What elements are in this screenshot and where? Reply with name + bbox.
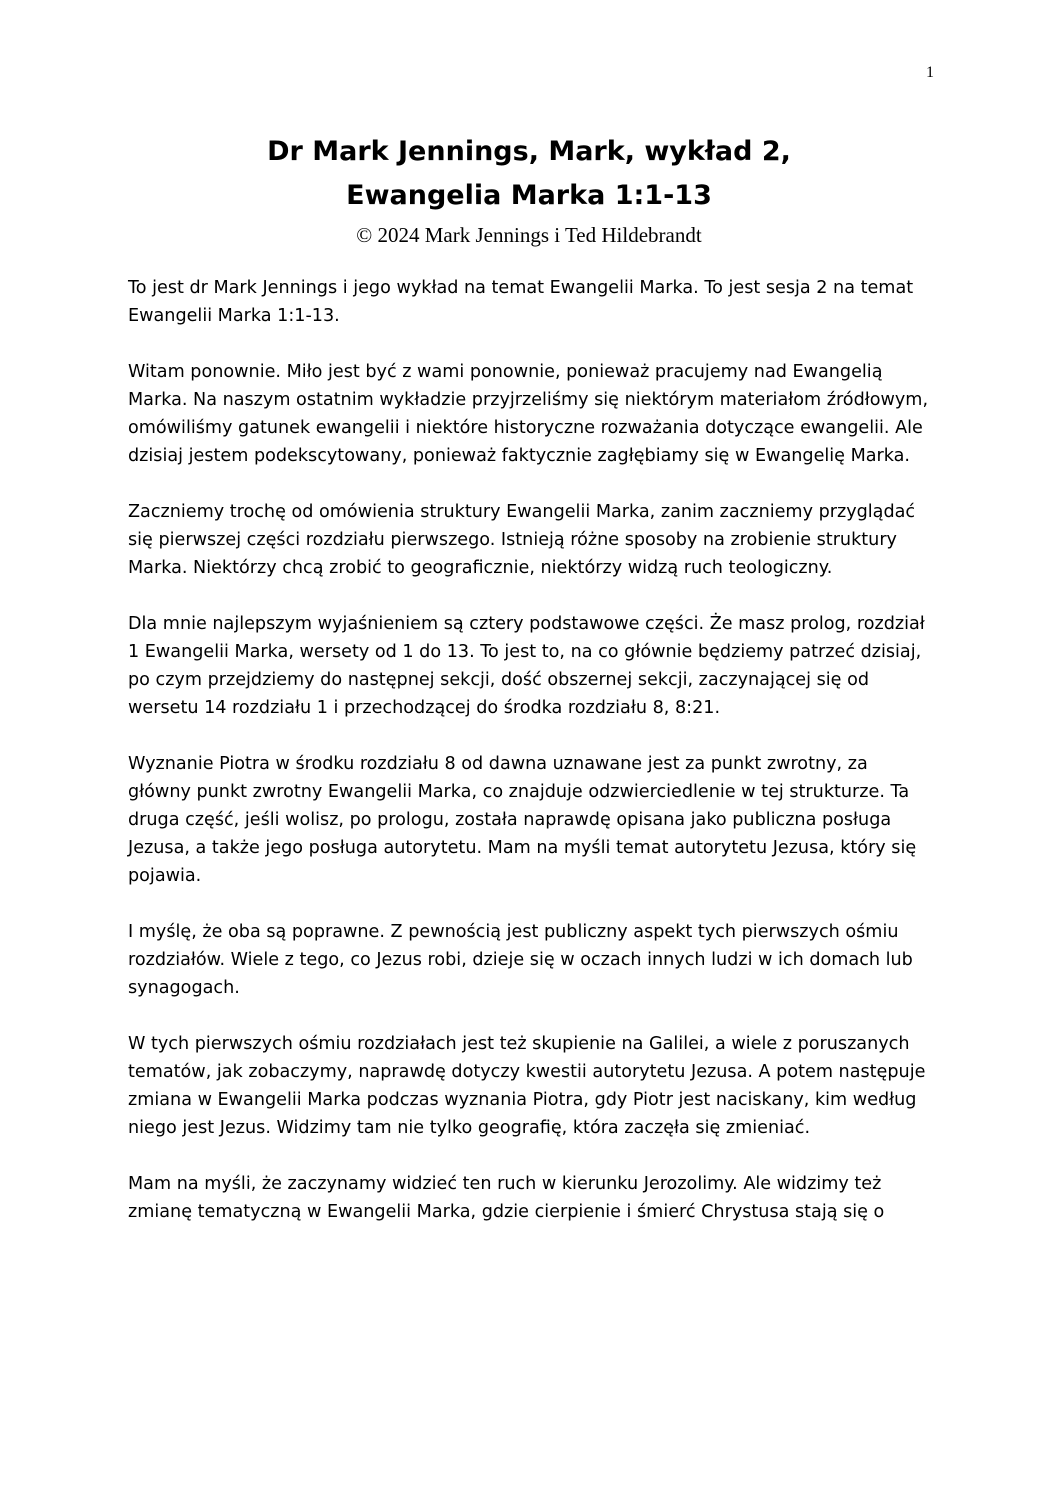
title-block [0, 130, 1058, 250]
document-title-line-2: Ewangelia Marka 1:1-13 [346, 180, 712, 211]
paragraph-5: Wyznanie Piotra w środku rozdziału 8 od dawna uznawane jest za punkt zwrotny, za główny punkt zwrotny Ewangelii Marka, co znajduje odzwierciedlenie w tej strukturze. Ta druga część, jeśli wolisz, po prologu, została naprawdę opisana jako publiczna posługa Jezusa, a także jego posługa autorytetu. Mam na myśli temat autorytetu Jezusa, który się pojawia. [128, 754, 917, 886]
paragraph-8: Mam na myśli, że zaczynamy widzieć ten ruch w kierunku Jerozolimy. Ale widzimy też zmianę tematyczną w Ewangelii Marka, gdzie cierpienie i śmierć Chrystusa stają się o [128, 1174, 885, 1222]
paragraph-3: Zaczniemy trochę od omówienia struktury Ewangelii Marka, zanim zaczniemy przyglądać się pierwszej części rozdziału pierwszego. Istnieją różne sposoby na zrobienie struktury Marka. Niektórzy chcą zrobić to geograficznie, niektórzy widzą ruch teologiczny. [128, 502, 916, 578]
paragraph-2: Witam ponownie. Miło jest być z wami ponownie, ponieważ pracujemy nad Ewangelią Marka. Na naszym ostatnim wykładzie przyjrzeliśmy się niektórym materiałom źródłowym, omówiliśmy gatunek ewangelii i niektóre historyczne rozważania dotyczące ewangelii. Ale dzisiaj jestem podekscytowany, ponieważ faktycznie zagłębiamy się w Ewangelię Marka. [128, 362, 929, 466]
paragraph-6: I myślę, że oba są poprawne. Z pewnością jest publiczny aspekt tych pierwszych ośmiu rozdziałów. Wiele z tego, co Jezus robi, dzieje się w oczach innych ludzi w ich domach lub synagogach. [128, 922, 913, 998]
document-body [128, 274, 936, 1254]
page-number: 1 [926, 64, 934, 81]
copyright-notice: © 2024 Mark Jennings i Ted Hildebrandt [356, 223, 702, 247]
paragraph-1: To jest dr Mark Jennings i jego wykład na temat Ewangelii Marka. To jest sesja 2 na temat Ewangelii Marka 1:1-13. [128, 278, 914, 326]
document-title-line-1: Dr Mark Jennings, Mark, wykład 2, [267, 136, 791, 167]
paragraph-4: Dla mnie najlepszym wyjaśnieniem są cztery podstawowe części. Że masz prolog, rozdział 1 Ewangelii Marka, wersety od 1 do 13. To jest to, na co głównie będziemy patrzeć dzisiaj, po czym przejdziemy do następnej sekcji, dość obszernej sekcji, zaczynającej się od wersetu 14 rozdziału 1 i przechodzącej do środka rozdziału 8, 8:21. [128, 614, 925, 718]
paragraph-7: W tych pierwszych ośmiu rozdziałach jest też skupienie na Galilei, a wiele z poruszanych tematów, jak zobaczymy, naprawdę dotyczy kwestii autorytetu Jezusa. A potem następuje zmiana w Ewangelii Marka podczas wyznania Piotra, gdy Piotr jest naciskany, kim według niego jest Jezus. Widzimy tam nie tylko geografię, która zaczęła się zmieniać. [128, 1034, 926, 1138]
